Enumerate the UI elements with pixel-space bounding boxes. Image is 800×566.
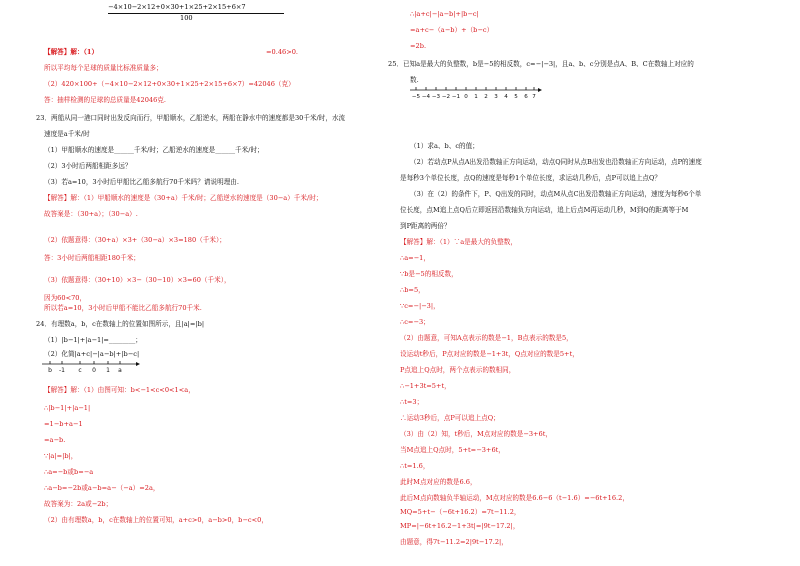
text-line: 此后M点向数轴负半轴运动，M点对应的数是6.6−6（t−1.6）=−6t+16.2， xyxy=(400,494,629,502)
tick-label: 1 xyxy=(474,94,478,100)
answer-label xyxy=(44,48,98,56)
text-line: MP=|−6t+16.2−1+3t|=|9t−17.2|， xyxy=(400,522,520,530)
tick-label: 6 xyxy=(524,94,528,100)
nl-label-b: b xyxy=(48,367,52,374)
text-line: 由题意，得7t−11.2=2|9t−17.2|， xyxy=(400,538,508,546)
text-line: ∴a−b=−2b或a−b=a−（−a）=2a， xyxy=(44,484,160,492)
answer-line: 【解答】解：（1）由图可知：b<−1<c<0<1<a， xyxy=(44,386,195,394)
text-line: ∴b=5， xyxy=(400,286,425,294)
tick-label: 3 xyxy=(494,94,498,100)
text-line: =a−b. xyxy=(44,436,66,444)
text-line: （2）化简|a+c|−|a−b|+|b−c| xyxy=(44,350,140,358)
text-line: ∵b是−5的相反数， xyxy=(400,270,458,278)
text-line: ∴|b−1|+|a−1| xyxy=(44,404,91,412)
text-line: ∴c=−3； xyxy=(400,318,430,326)
tick-label: −4 xyxy=(421,94,431,100)
text-line: 速度是a千米/时 xyxy=(44,130,90,138)
text-line: （1）求a、b、c的值； xyxy=(410,142,479,150)
tick-label: 4 xyxy=(504,94,508,100)
text-line: 此时M点对应的数是6.6， xyxy=(400,478,477,486)
tick-label: −3 xyxy=(431,94,441,100)
number-line-ticks xyxy=(408,84,544,110)
text-line: （2）由题意，可知A点表示的数是−1，B点表示的数是5， xyxy=(400,334,573,342)
text-line: （3）在（2）的条件下，P、Q出发的同时，动点M从点C出发沿数轴正方向运动，速度为每秒6个单 xyxy=(410,190,702,198)
text-line: 故答案为：2a或−2b； xyxy=(44,500,113,508)
text-line: ∵|a|=|b|， xyxy=(44,452,78,460)
nl-label-a: a xyxy=(118,367,122,374)
text-line: （2）由有理数a，b，c在数轴上的位置可知，a+c>0，a−b>0，b−c<0， xyxy=(44,516,268,524)
text-line: （3）依题意得：（30+10）×3−（30−10）×3=60（千米）， xyxy=(44,276,231,284)
question-23: 23．两船从同一港口同时出发反向而行，甲船顺水，乙船逆水，两船在静水中的速度都是30千米/时，水流 xyxy=(36,114,346,122)
nl-label-neg1: -1 xyxy=(59,367,65,374)
fraction-result: =0.46>0. xyxy=(266,48,299,56)
text-line: （3）若a=10，3小时后甲船比乙船多航行70千米吗？请说明理由. xyxy=(44,178,239,186)
fraction-denominator: 100 xyxy=(180,14,193,22)
text-line: （2）若动点P从点A出发沿数轴正方向运动，动点Q同时从点B出发也沿数轴正方向运动，点P的速度 xyxy=(410,158,702,166)
text-line: 数. xyxy=(410,76,419,84)
tick-label: 5 xyxy=(514,94,518,100)
text-line: ∴t=1.6， xyxy=(400,462,430,470)
nl-label-c: c xyxy=(78,367,82,374)
text-line: （1）|b−1|+|a−1|=________； xyxy=(44,336,142,344)
text-line: 答：抽样检测的足球的总质量是42046克. xyxy=(44,96,166,104)
text-line: ∴运动3秒后，点P可以追上点Q； xyxy=(400,414,500,422)
tick-label: −5 xyxy=(411,94,421,100)
text-line: 所以若a=10，3小时后甲船不能比乙船多航行70千米. xyxy=(44,304,202,312)
text-line: 因为60<70， xyxy=(44,294,87,302)
text-line: 设运动t秒后，P点对应的数是−1+3t，Q点对应的数是5+t， xyxy=(400,350,579,358)
question-25: 25．已知a是最大的负整数，b是−5的相反数，c=−|−3|，且a、b、c分别是点A、B、C在数轴上对应的 xyxy=(388,60,694,68)
number-line-abc xyxy=(40,358,140,382)
fraction-bar xyxy=(108,13,284,14)
tick-label: 7 xyxy=(532,94,536,100)
text-line: MQ=5+t−（−6t+16.2）=7t−11.2， xyxy=(400,508,521,516)
text-line: 所以平均每个足球的质量比标准质量多； xyxy=(44,64,163,72)
tick-label: −1 xyxy=(451,94,461,100)
text-line: 位长度，点M追上点Q后立即返回沿数轴负方向运动，追上后点M再运动几秒，M到Q的距离等于M xyxy=(400,206,689,214)
text-line: =1−b+a−1 xyxy=(44,420,83,428)
text-line: P点追上Q点时，两个点表示的数相同， xyxy=(400,366,516,374)
question-24: 24．有理数a，b，c在数轴上的位置如图所示，且|a|=|b| xyxy=(36,320,205,328)
text-line: ∴|a+c|−|a−b|+|b−c| xyxy=(410,10,479,18)
answer-line: 【解答】解：（1）∵a是最大的负整数， xyxy=(400,238,517,246)
text-line: （2）420×100+（−4×10−2×12+0×30+1×25+2×15+6×7）=42046（克） xyxy=(44,80,295,88)
nl-label-0: 0 xyxy=(92,367,96,374)
text-line: 答：3小时后两船相距180千米； xyxy=(44,254,140,262)
text-line: =a+c−（a−b）+（b−c） xyxy=(410,26,494,34)
answer-line: 【解答】解：（1）甲船顺水的速度是（30+a）千米/时；乙船逆水的速度是（30−a）千米/时； xyxy=(44,194,323,202)
text-line: （3）由（2）知，t秒后，M点对应的数是−3+6t， xyxy=(400,430,552,438)
text-line: （2）3小时后两船相距多远？ xyxy=(44,162,132,170)
nl-label-1: 1 xyxy=(106,367,110,374)
text-line: ∴a=−b或b=−a xyxy=(44,468,94,476)
answer-label-text: 【解答】解：（1） xyxy=(44,48,99,56)
tick-label: 2 xyxy=(484,94,488,100)
text-line: 当M点追上Q点时，5+t=−3+6t， xyxy=(400,446,505,454)
text-line: （1）甲船顺水的速度是______千米/时；乙船逆水的速度是______千米/时； xyxy=(44,146,264,154)
text-line: ∴a=−1， xyxy=(400,254,430,262)
text-line: 是每秒3个单位长度，点Q的速度是每秒1个单位长度，求运动几秒后，点P可以追上点Q？ xyxy=(400,174,662,182)
text-line: ∵c=−|−3|， xyxy=(400,302,440,310)
text-line: ∴−1+3t=5+t， xyxy=(400,382,451,390)
text-line: =2b. xyxy=(410,42,427,50)
fraction-numerator: −4×10−2×12+0×30+1×25+2×15+6×7 xyxy=(108,3,246,11)
text-line: 故答案是：（30+a）；（30−a）. xyxy=(44,210,138,218)
text-line: ∴t=3； xyxy=(400,398,424,406)
text-line: 到P距离的两倍？ xyxy=(400,222,451,230)
tick-label: −2 xyxy=(441,94,451,100)
text-line: （2）依题意得：（30+a）×3+（30−a）×3=180（千米）； xyxy=(44,236,226,244)
tick-label: 0 xyxy=(464,94,468,100)
